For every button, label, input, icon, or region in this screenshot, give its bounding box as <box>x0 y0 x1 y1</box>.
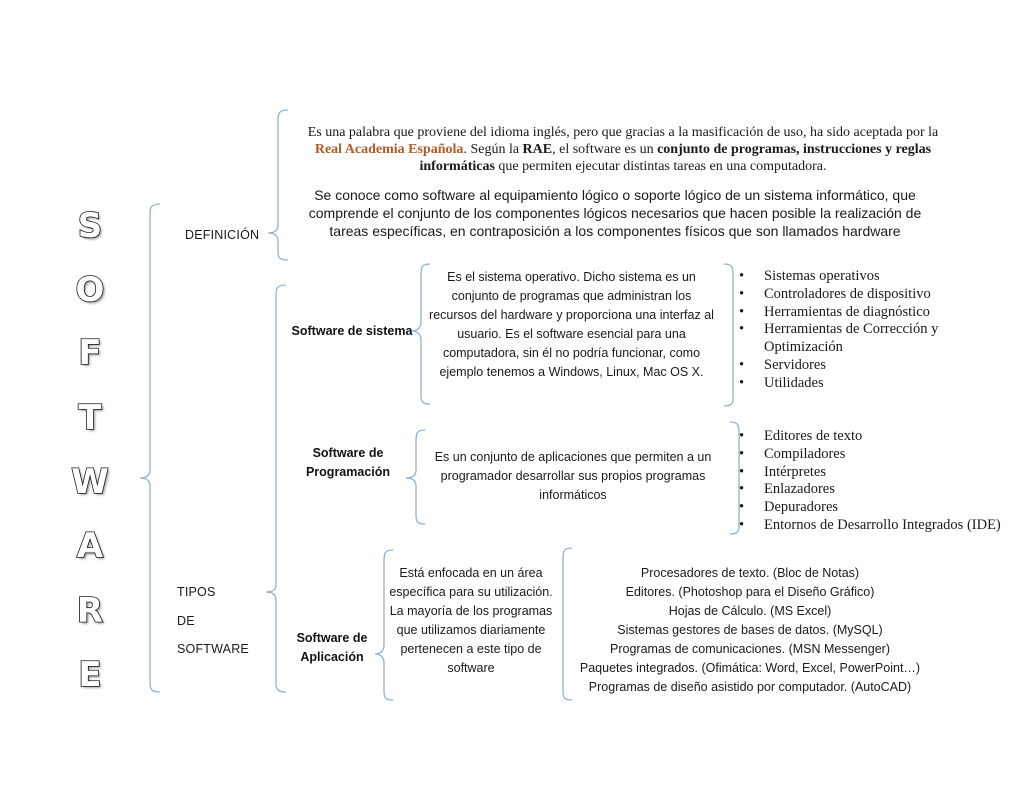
bullet: • <box>739 356 745 373</box>
def-text-2: . Según la <box>463 142 523 157</box>
bullet: • <box>739 374 745 391</box>
programacion-title-line: Programación <box>305 465 391 479</box>
sistema-description: Es el sistema operativo. Dicho sistema es un conjunto de programas que administran los recursos del hardware y proporciona una interfaz al usuario. Es el software esencial para una computadora, sin él no podría funcionar, como ejemplo tenemos a Windows, Linux, Mac OS X. <box>429 270 714 379</box>
def-text-1: Es una palabra que proviene del idioma inglés, pero que gracias a la masificación de uso, ha sido aceptada por la <box>307 125 939 140</box>
bullet: • <box>739 481 745 498</box>
list-item: • Entornos de Desarrollo Integrados (IDE) <box>739 516 1001 533</box>
rae-abbrev: RAE <box>522 142 553 157</box>
list-item: • Herramientas de diagnóstico <box>739 303 930 320</box>
list-item: • Controladores de dispositivo <box>739 285 931 302</box>
programacion-description: Es un conjunto de aplicaciones que permiten a un programador desarrollar sus propios programas informáticos <box>434 450 712 502</box>
sistema-title: Software de sistema <box>291 324 413 338</box>
list-item: • Servidores <box>739 356 827 373</box>
brace-sistema-list <box>724 264 733 406</box>
title-letter: T <box>78 398 102 438</box>
bullet: • <box>739 428 745 444</box>
list-item: Programas de comunicaciones. (MSN Messenger) <box>610 642 890 656</box>
list-item: • Intérpretes <box>739 463 826 480</box>
bullet: • <box>739 303 745 320</box>
sistema-list <box>737 268 977 393</box>
definicion-paragraph-1 <box>298 124 948 175</box>
title-letter: R <box>76 591 104 631</box>
bullet: • <box>739 516 745 533</box>
brace-programacion <box>406 430 425 524</box>
tipos-label-line: SOFTWARE <box>177 642 249 656</box>
brace-tipos <box>266 285 286 692</box>
list-item: • Sistemas operativos <box>739 268 880 284</box>
list-item: • Compiladores <box>739 445 846 462</box>
definicion-label: DEFINICIÓN <box>185 228 260 242</box>
def-text-4: que permiten ejecutar distintas tareas en una computadora. <box>494 159 827 174</box>
bullet: • <box>739 445 745 462</box>
list-item: Programas de diseño asistido por computador. (AutoCAD) <box>588 680 912 694</box>
aplicacion-title-line: Aplicación <box>300 650 364 664</box>
list-item: Procesadores de texto. (Bloc de Notas) <box>640 566 860 580</box>
title-letter: F <box>78 333 102 373</box>
aplicacion-list <box>560 564 940 697</box>
title-letter: E <box>78 655 102 695</box>
title-letter: O <box>75 270 105 310</box>
list-item: • Depuradores <box>739 499 839 516</box>
programacion-title-line: Software de <box>312 446 384 460</box>
programacion-title <box>296 444 400 482</box>
list-item: • Editores de texto <box>739 428 863 444</box>
tipos-label-line: TIPOS <box>177 585 216 599</box>
bullet: • <box>739 268 745 284</box>
list-item: Editores. (Photoshop para el Diseño Gráfico) <box>625 585 875 599</box>
bullet: • <box>739 463 745 480</box>
definicion-paragraph-2: Se conoce como software al equipamiento lógico o soporte lógico de un sistema informático, que comprende el conjunto de los componentes lógicos necesarios que hacen posible la realización de tareas específicas, en contraposición a los componentes físicos que son llamados hardware <box>308 187 922 239</box>
list-item: Paquetes integrados. (Ofimática: Word, Excel, PowerPoint…) <box>579 661 921 675</box>
tipos-label-line: DE <box>177 613 195 628</box>
brace-definicion <box>268 110 288 260</box>
list-item: • Utilidades <box>739 374 824 391</box>
aplicacion-title <box>290 629 374 667</box>
bullet: • <box>739 285 745 302</box>
list-item: Hojas de Cálculo. (MS Excel) <box>668 604 832 618</box>
title-letter: S <box>77 206 103 246</box>
title-letter: W <box>71 462 109 502</box>
aplicacion-title-line: Software de <box>296 631 368 645</box>
def-text-3: , el software es un <box>552 142 658 157</box>
brace-main <box>140 204 160 692</box>
rae-highlight: Real Academia Española <box>314 142 464 157</box>
title-letter: A <box>76 526 104 566</box>
def-bold-text: conjunto de programas, instrucciones y reglas informáticas <box>419 142 932 174</box>
list-item: Sistemas gestores de bases de datos. (MySQL) <box>617 623 883 637</box>
tipos-label <box>177 578 249 664</box>
programacion-list <box>737 428 1022 535</box>
bullet: • <box>739 499 745 516</box>
aplicacion-description: Está enfocada en un área específica para su utilización. La mayoría de los programas que utilizamos diariamente pertenecen a este tipo de software <box>389 566 553 675</box>
list-item: • Herramientas de Corrección y Optimización <box>739 321 939 356</box>
bullet: • <box>739 321 745 338</box>
list-item: • Enlazadores <box>739 481 835 498</box>
